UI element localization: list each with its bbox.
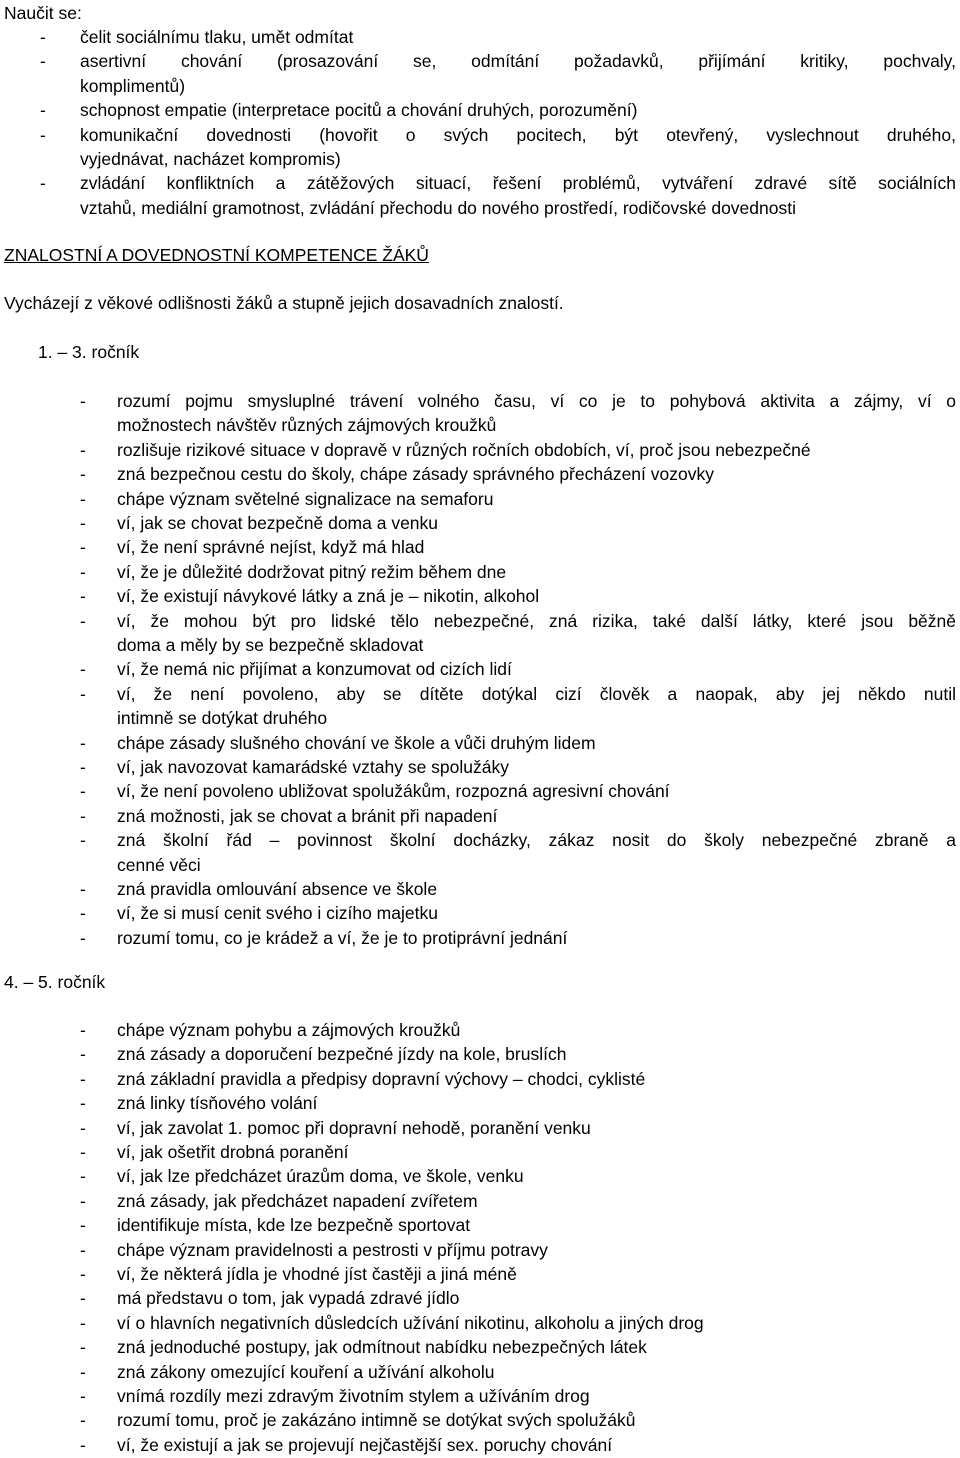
- list-item-text: ví, že není povoleno ubližovat spolužákům, rozpozná agresivní chování: [117, 781, 670, 802]
- list-bullet-dash: -: [80, 586, 86, 607]
- list-item-text: ví, že je důležité dodržovat pitný režim během dne: [117, 561, 507, 582]
- list-bullet-dash: -: [40, 27, 46, 47]
- list-bullet-dash: -: [80, 1142, 86, 1162]
- list-item-text: identifikuje místa, kde lze bezpečně sportovat: [117, 1215, 471, 1236]
- list-item-text: asertivní chování (prosazování se, odmítání požadavků, přijímání kritiky, pochvaly,: [80, 51, 956, 72]
- list-bullet-dash: -: [80, 757, 86, 777]
- list-item-text: intimně se dotýkat druhého: [117, 708, 328, 729]
- list-bullet-dash: -: [80, 1166, 86, 1187]
- list-item-text: chápe význam světelné signalizace na semaforu: [117, 488, 494, 509]
- list-bullet-dash: -: [80, 1117, 86, 1138]
- intro-title: Naučit se:: [4, 3, 82, 23]
- list-bullet-dash: -: [80, 903, 86, 924]
- list-item-text: zná základní pravidla a předpisy dopravní výchovy – chodci, cyklisté: [117, 1068, 646, 1089]
- list-bullet-dash: -: [80, 391, 86, 411]
- list-item-text: zná možnosti, jak se chovat a bránit při napadení: [117, 805, 498, 826]
- list-bullet-dash: -: [80, 464, 86, 485]
- list-bullet-dash: -: [80, 732, 86, 753]
- list-bullet-dash: -: [80, 830, 86, 851]
- list-bullet-dash: -: [80, 1312, 86, 1333]
- list-item-text: komplimentů): [80, 75, 186, 96]
- list-bullet-dash: -: [80, 1386, 86, 1406]
- list-bullet-dash: -: [80, 1020, 86, 1040]
- list-item-text: má představu o tom, jak vypadá zdravé jídlo: [117, 1288, 460, 1309]
- list-item-text: ví, jak lze předcházet úrazům doma, ve škole, venku: [117, 1166, 524, 1187]
- list-item-text: vnímá rozdíly mezi zdravým životním stylem a užíváním drog: [117, 1386, 590, 1406]
- list-bullet-dash: -: [80, 683, 86, 704]
- list-item-text: ví, že existují návykové látky a zná je – nikotin, alkohol: [117, 586, 540, 607]
- list-bullet-dash: -: [80, 1093, 86, 1114]
- list-item-text: ví, jak se chovat bezpečně doma a venku: [117, 513, 439, 533]
- list-item-text: ví, jak zavolat 1. pomoc při dopravní nehodě, poranění venku: [117, 1117, 591, 1138]
- list-item-text: vztahů, mediální gramotnost, zvládání přechodu do nového prostředí, rodičovské dovednosti: [80, 197, 796, 218]
- list-item-text: ví, jak navozovat kamarádské vztahy se spolužáky: [117, 757, 509, 777]
- list-bullet-dash: -: [80, 1215, 86, 1236]
- grade-4-5-label: 4. – 5. ročník: [4, 972, 106, 992]
- list-bullet-dash: -: [80, 1434, 86, 1455]
- list-bullet-dash: -: [80, 1264, 86, 1284]
- list-item-text: zná linky tísňového volání: [117, 1093, 318, 1114]
- list-bullet-dash: -: [80, 513, 86, 533]
- list-item-text: ví, že mohou být pro lidské tělo nebezpečné, zná rizika, také další látky, které jsou běžně: [117, 610, 956, 631]
- list-item-text: zná zákony omezující kouření a užívání alkoholu: [117, 1361, 495, 1382]
- list-item-text: rozumí tomu, proč je zakázáno intimně se dotýkat svých spolužáků: [117, 1410, 636, 1431]
- list-bullet-dash: -: [80, 1288, 86, 1309]
- list-bullet-dash: -: [80, 1361, 86, 1382]
- list-item-text: chápe význam pravidelnosti a pestrosti v příjmu potravy: [117, 1239, 548, 1260]
- list-item-text: zná zásady a doporučení bezpečné jízdy na kole, bruslích: [117, 1044, 567, 1065]
- list-item-text: ví, že některá jídla je vhodné jíst častěji a jiná méně: [117, 1264, 517, 1284]
- list-bullet-dash: -: [80, 561, 86, 582]
- list-bullet-dash: -: [80, 781, 86, 802]
- list-item-text: vyjednávat, nacházet kompromis): [80, 149, 341, 169]
- list-bullet-dash: -: [80, 805, 86, 826]
- list-item-text: ví o hlavních negativních důsledcích užívání nikotinu, alkoholu a jiných drog: [117, 1312, 704, 1333]
- list-item-text: ví, jak ošetřit drobná poranění: [117, 1142, 349, 1162]
- list-item-text: čelit sociálnímu tlaku, umět odmítat: [80, 27, 354, 47]
- list-item-text: možnostech návštěv různých zájmových kroužků: [117, 415, 497, 436]
- list-item-text: zná pravidla omlouvání absence ve škole: [117, 879, 438, 899]
- list-bullet-dash: -: [40, 124, 46, 145]
- list-bullet-dash: -: [80, 879, 86, 899]
- list-item-text: zvládání konfliktních a zátěžových situací, řešení problémů, vytváření zdravé sítě sociálních: [80, 173, 956, 194]
- section-heading: ZNALOSTNÍ A DOVEDNOSTNÍ KOMPETENCE ŽÁKŮ: [4, 245, 429, 265]
- list-item-text: zná zásady, jak předcházet napadení zvířetem: [117, 1190, 478, 1211]
- list-item-text: cenné věci: [117, 854, 201, 875]
- list-item-text: chápe zásady slušného chování ve škole a vůči druhým lidem: [117, 732, 596, 753]
- list-item-text: zná školní řád – povinnost školní docházky, zákaz nosit do školy nebezpečné zbraně a: [117, 830, 956, 851]
- list-bullet-dash: -: [80, 1068, 86, 1089]
- list-bullet-dash: -: [80, 1410, 86, 1431]
- list-item-text: schopnost empatie (interpretace pocitů a chování druhých, porozumění): [80, 100, 638, 121]
- list-item-text: ví, že není správné nejíst, když má hlad: [117, 537, 425, 558]
- list-bullet-dash: -: [80, 1337, 86, 1358]
- list-item-text: zná jednoduché postupy, jak odmítnout nabídku nebezpečných látek: [117, 1337, 647, 1358]
- list-item-text: komunikační dovednosti (hovořit o svých pocitech, být otevřený, vyslechnout druhého,: [80, 124, 956, 145]
- list-item-text: ví, že není povoleno, aby se dítěte dotýkal cizí člověk a naopak, aby jej někdo nutil: [117, 683, 956, 704]
- list-bullet-dash: -: [40, 100, 46, 121]
- list-bullet-dash: -: [80, 1239, 86, 1260]
- list-bullet-dash: -: [40, 51, 46, 72]
- grade-1-3-label: 1. – 3. ročník: [38, 342, 140, 362]
- list-item-text: rozlišuje rizikové situace v dopravě v různých ročních obdobích, ví, proč jsou nebezpečné: [117, 439, 811, 460]
- list-bullet-dash: -: [80, 1044, 86, 1065]
- list-item-text: doma a měly by se bezpečně skladovat: [117, 635, 424, 655]
- list-bullet-dash: -: [80, 488, 86, 509]
- list-bullet-dash: -: [40, 173, 46, 194]
- list-bullet-dash: -: [80, 659, 86, 680]
- section-intro-text: Vycházejí z věkové odlišnosti žáků a stupně jejich dosavadních znalostí.: [4, 293, 564, 313]
- list-item-text: ví, že si musí cenit svého i cizího majetku: [117, 903, 438, 924]
- list-bullet-dash: -: [80, 927, 86, 948]
- list-bullet-dash: -: [80, 439, 86, 460]
- list-item-text: rozumí tomu, co je krádež a ví, že je to protiprávní jednání: [117, 927, 568, 948]
- list-item-text: zná bezpečnou cestu do školy, chápe zásady správného přecházení vozovky: [117, 464, 714, 485]
- list-item-text: rozumí pojmu smysluplné trávení volného času, ví co je to pohybová aktivita a zájmy, ví o: [117, 391, 956, 411]
- list-bullet-dash: -: [80, 1190, 86, 1211]
- list-item-text: chápe význam pohybu a zájmových kroužků: [117, 1020, 461, 1040]
- list-bullet-dash: -: [80, 610, 86, 631]
- list-item-text: ví, že existují a jak se projevují nejčastější sex. poruchy chování: [117, 1434, 613, 1455]
- list-item-text: ví, že nemá nic přijímat a konzumovat od cizích lidí: [117, 659, 512, 680]
- list-bullet-dash: -: [80, 537, 86, 558]
